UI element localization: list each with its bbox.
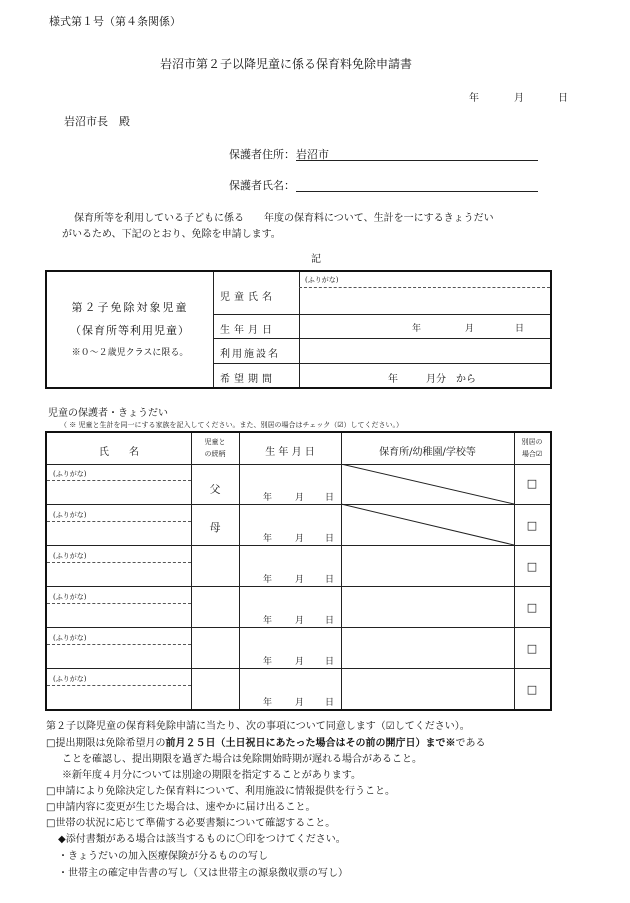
period-label: 希望期間: [220, 374, 276, 385]
col-separate-header-2: 場合☑: [521, 450, 543, 458]
target-child-label: 第２子免除対象児童: [71, 301, 189, 314]
siblings-note: （ ※ 児童と生計を同一にする家族を記入してください。また、別居の場合はチェック（☑）してください。）: [60, 421, 404, 429]
child-dob-field[interactable]: 年 月 日: [412, 324, 525, 334]
col-name-header: 氏 名: [99, 447, 139, 458]
period-field[interactable]: 年 月分 から: [388, 374, 476, 385]
intro-line-1: 保育所等を利用している子どもに係る 年度の保育料について、生計を一にするきょうだい: [74, 213, 494, 224]
guardian-address-value: 岩沼市: [296, 148, 329, 161]
relation-cell: 父: [209, 483, 221, 496]
agreement-intro: 第２子以降児童の保育料免除申請に当たり、次の事項について同意します（☑してください）。: [46, 721, 470, 732]
agreement-item-change-notice[interactable]: □申請内容に変更が生じた場合は、速やかに届け出ること。: [46, 802, 316, 813]
guardian-address-label: 保護者住所：: [229, 148, 295, 161]
ki-heading: 記: [311, 254, 321, 265]
col-relation-header-2: の続柄: [204, 450, 226, 458]
separate-checkbox[interactable]: □: [526, 601, 538, 614]
attachment-instruction: ◆添付書類がある場合は該当するものに〇印をつけてください。: [58, 834, 346, 845]
agreement-item-deadline-line2: ことを確認し、提出期限を過ぎた場合は免除開始時期が遅れる場合があること。: [62, 754, 422, 765]
child-name-label: 児童氏名: [220, 292, 276, 303]
attachment-doc-tax-return[interactable]: ・世帯主の確定申告書の写し（又は世帯主の源泉徴収票の写し）: [58, 868, 348, 879]
col-school-header: 保育所/幼稚園/学校等: [379, 447, 476, 458]
separate-checkbox[interactable]: □: [526, 560, 538, 573]
form-number: 様式第１号（第４条関係）: [49, 15, 181, 28]
child-dob-label: 生年月日: [220, 325, 276, 336]
guardian-name-label: 保護者氏名：: [229, 179, 295, 192]
school-strike-lines: [341, 464, 514, 545]
child-furigana-label: (ふりがな): [305, 276, 339, 284]
relation-cell: 母: [209, 521, 221, 534]
col-relation-header-1: 児童と: [204, 438, 226, 446]
separate-checkbox[interactable]: □: [526, 683, 538, 696]
separate-checkbox[interactable]: □: [526, 642, 538, 655]
facility-field[interactable]: [300, 339, 550, 363]
target-child-sublabel: （保育所等利用児童）: [70, 324, 190, 337]
child-name-field[interactable]: [300, 288, 550, 314]
facility-label: 利用施設名: [220, 349, 280, 360]
agreement-item-deadline-note: ※新年度４月分については別途の期限を指定することがあります。: [62, 770, 361, 781]
separate-checkbox[interactable]: □: [526, 519, 538, 532]
guardian-name-field[interactable]: [296, 177, 538, 192]
target-child-note: ※０～２歳児クラスに限る。: [71, 348, 189, 358]
addressee: 岩沼市長 殿: [64, 115, 130, 128]
siblings-table: 氏 名 児童と の続柄 生 年 月 日 保育所/幼稚園/学校等 別居の 場合☑ (ふりがな) 父 年 月 日 □ (ふりがな) 母 年 月 日 □ (ふりがな) 年 月 日 □ (ふりがな) 年 月 日 □ (ふりがな) 年 月 日 □ (ふりがな) 年 月 日 □: [45, 431, 552, 711]
col-separate-header-1: 別居の: [521, 438, 543, 446]
agreement-item-info-share[interactable]: □申請により免除決定した保育料について、利用施設に情報提供を行うこと。: [46, 786, 396, 797]
guardian-address-field[interactable]: [296, 146, 538, 161]
document-title: 岩沼市第２子以降児童に係る保育料免除申請書: [160, 57, 413, 71]
separate-checkbox[interactable]: □: [526, 477, 538, 490]
col-dob-header: 生 年 月 日: [265, 447, 315, 458]
target-child-table: [45, 270, 552, 389]
intro-line-2: がいるため、下記のとおり、免除を申請します。: [62, 229, 281, 240]
siblings-heading: 児童の保護者・きょうだい: [48, 408, 168, 419]
agreement-item-deadline[interactable]: □提出期限は免除希望月の前月２５日（土日祝日にあたった場合はその前の開庁日）まで※である: [46, 738, 486, 749]
agreement-item-documents[interactable]: □世帯の状況に応じて準備する必要書類について確認すること。: [46, 818, 336, 829]
attachment-doc-insurance[interactable]: ・きょうだいの加入医療保険が分るものの写し: [58, 851, 268, 862]
